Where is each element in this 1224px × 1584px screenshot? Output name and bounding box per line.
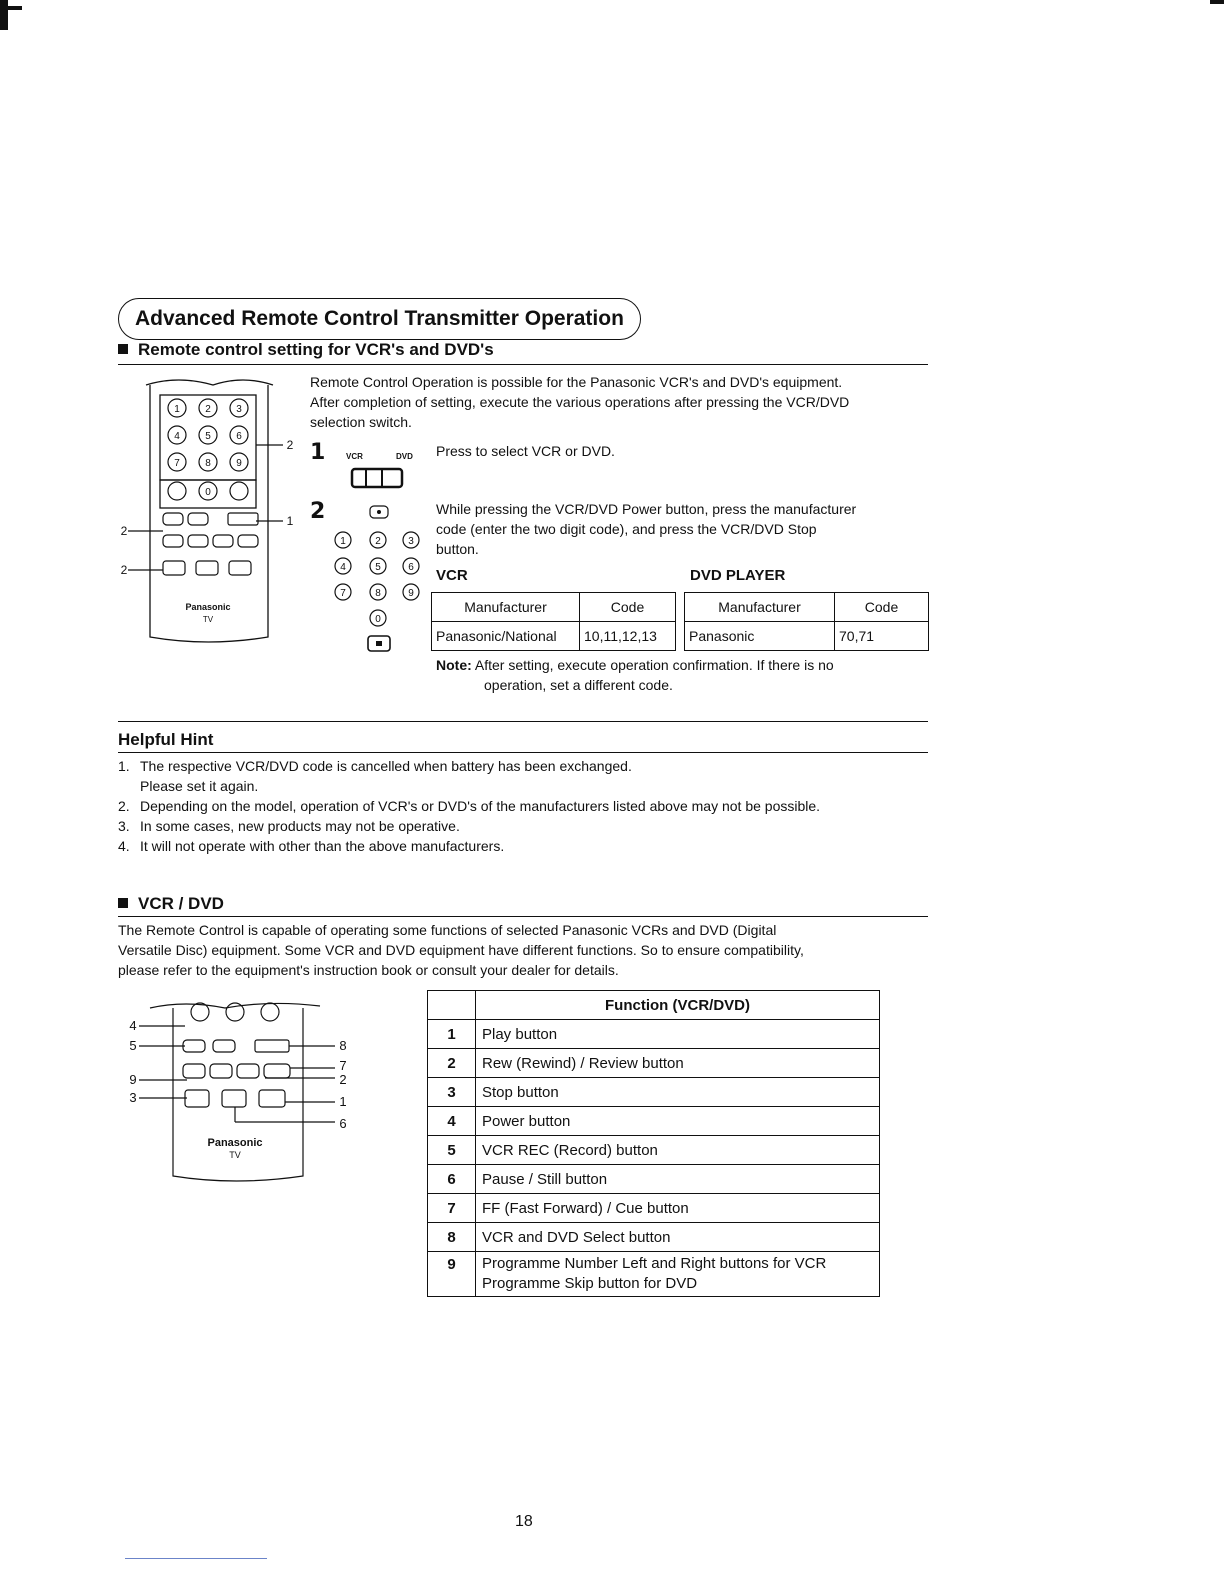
remote-illustration-setting [118, 375, 303, 650]
keypad-label: 5 [205, 431, 211, 442]
function-number: 7 [428, 1194, 476, 1223]
table-row [428, 1252, 880, 1297]
bullet-square-icon [118, 344, 128, 354]
callout-label: 1 [339, 1094, 347, 1109]
hint-line: Depending on the model, operation of VCR's or DVD's of the manufacturers listed above may not be possible. [140, 798, 821, 814]
keypad-label: 4 [340, 562, 346, 573]
vcr-table-title: VCR [436, 567, 468, 584]
section-heading-remote-setting [118, 340, 494, 360]
keypad-label: 4 [174, 431, 180, 442]
intro-line: The Remote Control is capable of operating some functions of selected Panasonic VCRs and DVD (Digital [118, 922, 777, 938]
function-number: 6 [428, 1165, 476, 1194]
section-heading-text: Remote control setting for VCR's and DVD's [138, 340, 494, 359]
page-number: 18 [515, 1513, 533, 1530]
table-row [428, 1049, 880, 1078]
function-number: 3 [428, 1078, 476, 1107]
vcr-code-cell: 10,11,12,13 [580, 622, 676, 651]
function-text: VCR and DVD Select button [476, 1223, 880, 1252]
remote-brand: Panasonic [207, 1137, 263, 1149]
keypad-label: 6 [236, 431, 242, 442]
keypad-illustration [330, 504, 430, 654]
hint-item [118, 756, 938, 796]
intro-line: After completion of setting, execute the various operations after pressing the VCR/DVD [310, 394, 850, 410]
remote-model: TV [202, 615, 214, 624]
callout-label: 8 [339, 1038, 347, 1053]
callout-label: 3 [129, 1090, 137, 1105]
hint-list [118, 756, 938, 856]
table-row [428, 1165, 880, 1194]
hint-line: In some cases, new products may not be operative. [140, 818, 460, 834]
section-rule [118, 364, 928, 365]
keypad-label: 2 [375, 536, 381, 547]
section1-intro [310, 372, 930, 432]
function-table-header-row [428, 991, 880, 1020]
vcr-dvd-switch-label-vcr: VCR [346, 452, 363, 461]
keypad-label: 1 [340, 536, 346, 547]
function-text: Stop button [476, 1078, 880, 1107]
keypad-label: 8 [205, 458, 211, 469]
keypad-label: 9 [236, 458, 242, 469]
function-number: 1 [428, 1020, 476, 1049]
intro-line: Remote Control Operation is possible for the Panasonic VCR's and DVD's equipment. [310, 374, 843, 390]
step-1-number: 1 [310, 440, 326, 465]
intro-line: please refer to the equipment's instruction book or consult your dealer for details. [118, 962, 619, 978]
step-2-number: 2 [310, 499, 326, 524]
remote-model: TV [229, 1150, 241, 1160]
step-2-line: code (enter the two digit code), and press the VCR/DVD Stop [436, 521, 817, 537]
note [436, 655, 936, 695]
keypad-label: 5 [375, 562, 381, 573]
table-row [428, 1107, 880, 1136]
vcr-manufacturer-cell: Panasonic/National [432, 622, 580, 651]
callout-label: 2 [339, 1072, 347, 1087]
intro-line: selection switch. [310, 414, 412, 430]
hint-number: 4. [118, 838, 130, 854]
function-text: Play button [476, 1020, 880, 1049]
section-heading-text: VCR / DVD [138, 894, 224, 913]
callout-label: 9 [129, 1072, 137, 1087]
function-number: 5 [428, 1136, 476, 1165]
hint-number: 1. [118, 758, 130, 774]
keypad-label: 8 [375, 588, 381, 599]
hint-rule [118, 752, 928, 753]
function-text: Power button [476, 1107, 880, 1136]
hint-number: 3. [118, 818, 130, 834]
callout-label: 4 [129, 1018, 137, 1033]
vcr-dvd-switch-icon [350, 466, 406, 490]
keypad-label: 0 [205, 487, 211, 498]
table-row [428, 1194, 880, 1223]
dvd-code-table [684, 592, 929, 651]
function-table [427, 990, 880, 1297]
step-2-line: button. [436, 541, 479, 557]
crop-mark-top-left [0, 0, 8, 30]
hint-heading: Helpful Hint [118, 730, 214, 749]
vcr-code-table [431, 592, 676, 651]
keypad-label: 2 [205, 404, 211, 415]
step-2-line: While pressing the VCR/DVD Power button, press the manufacturer [436, 501, 857, 517]
function-number: 2 [428, 1049, 476, 1078]
hint-item [118, 836, 938, 856]
step-1-text: Press to select VCR or DVD. [436, 443, 615, 459]
keypad-label: 7 [174, 458, 180, 469]
remote-brand: Panasonic [185, 602, 231, 612]
function-header-number [428, 991, 476, 1020]
function-text: Pause / Still button [476, 1165, 880, 1194]
keypad-label: 9 [408, 588, 414, 599]
hint-number: 2. [118, 798, 130, 814]
function-text: Programme Skip button for DVD [482, 1275, 698, 1292]
hint-item [118, 796, 938, 816]
table-row [428, 1223, 880, 1252]
keypad-label: 0 [375, 614, 381, 625]
dvd-table-title: DVD PLAYER [690, 567, 786, 584]
note-line: After setting, execute operation confirmation. If there is no [474, 657, 834, 673]
function-text: FF (Fast Forward) / Cue button [476, 1194, 880, 1223]
hint-rule-top [118, 721, 928, 722]
section-heading-vcr-dvd [118, 894, 224, 914]
keypad-label: 6 [408, 562, 414, 573]
step-2-text [436, 499, 936, 559]
keypad-label: 1 [174, 404, 180, 415]
dvd-manufacturer-cell: Panasonic [685, 622, 835, 651]
callout-label: 5 [129, 1038, 137, 1053]
table-row [428, 1020, 880, 1049]
keypad-label: 7 [340, 588, 346, 599]
footer-line [125, 1558, 267, 1559]
dvd-header-code: Code [835, 593, 929, 622]
callout-label: 2 [120, 563, 128, 577]
page-title: Advanced Remote Control Transmitter Operation [118, 298, 641, 340]
table-row [428, 1078, 880, 1107]
callout-label: 6 [339, 1116, 347, 1131]
function-number: 4 [428, 1107, 476, 1136]
callout-label: 2 [120, 524, 128, 538]
crop-mark-top-right [1210, 0, 1224, 4]
vcr-header-manufacturer: Manufacturer [432, 593, 580, 622]
function-text: VCR REC (Record) button [476, 1136, 880, 1165]
function-text: Programme Number Left and Right buttons for VCR [482, 1255, 827, 1272]
dvd-code-cell: 70,71 [835, 622, 929, 651]
crop-mark-top-left-h [0, 6, 22, 10]
function-text: Rew (Rewind) / Review button [476, 1049, 880, 1078]
note-line: operation, set a different code. [484, 677, 673, 693]
function-number: 8 [428, 1223, 476, 1252]
hint-line: Please set it again. [140, 778, 259, 794]
callout-label: 1 [286, 514, 294, 528]
bullet-square-icon [118, 898, 128, 908]
hint-line: The respective VCR/DVD code is cancelled when battery has been exchanged. [140, 758, 632, 774]
function-text-multi [476, 1252, 880, 1297]
hint-item [118, 816, 938, 836]
keypad-label: 3 [236, 404, 242, 415]
hint-line: It will not operate with other than the above manufacturers. [140, 838, 505, 854]
remote-illustration-functions [125, 998, 360, 1193]
function-header: Function (VCR/DVD) [476, 991, 880, 1020]
note-label: Note: [436, 657, 472, 673]
dvd-header-manufacturer: Manufacturer [685, 593, 835, 622]
section2-intro [118, 920, 938, 980]
callout-label: 7 [339, 1058, 347, 1073]
callout-label: 2 [286, 438, 294, 452]
function-number: 9 [428, 1252, 476, 1297]
section2-rule [118, 916, 928, 917]
table-row [428, 1136, 880, 1165]
keypad-label: 3 [408, 536, 414, 547]
vcr-dvd-switch-label-dvd: DVD [396, 452, 413, 461]
intro-line: Versatile Disc) equipment. Some VCR and DVD equipment have different functions. So to ensure compatibility, [118, 942, 804, 958]
vcr-header-code: Code [580, 593, 676, 622]
